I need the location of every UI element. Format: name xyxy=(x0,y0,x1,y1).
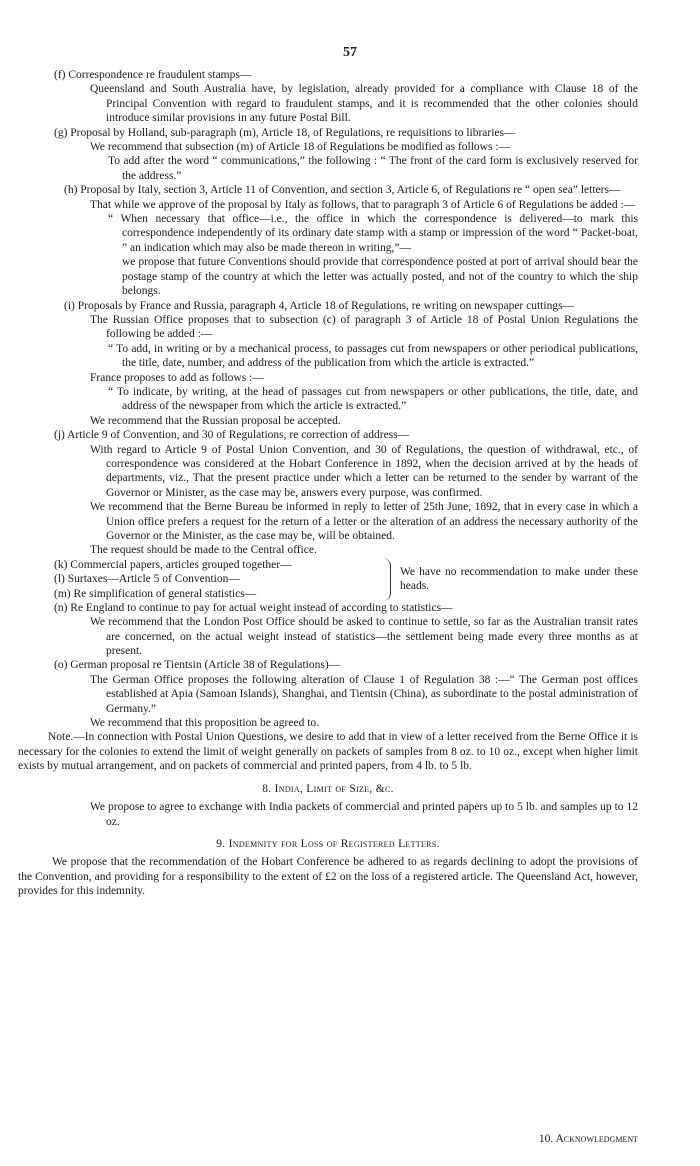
catchword: 10. Acknowledgment xyxy=(538,1133,638,1145)
section-l-heading: (l) Surtaxes—Article 5 of Convention— xyxy=(54,573,240,586)
page-body xyxy=(18,68,638,899)
note-paragraph: Note.—In connection with Postal Union Questions, we desire to add that in view of a letter received from the Berne Office it is necessary for the colonies to extend the limit of weight generally on packets of samples from 8 oz. to 10 oz., except when higher limit exists by mutual arrangement, and on packets of commercial and printed papers, from 4 lb. to 5 lb. xyxy=(18,731,638,773)
sections-k-l-m xyxy=(18,558,638,601)
page-number: 57 xyxy=(343,45,357,60)
section-8-body: We propose to agree to exchange with India packets of commercial and printed papers up to 5 lb. and samples up to 12 oz. xyxy=(90,801,638,828)
section-n-heading: (n) Re England to continue to pay for actual weight instead of according to statistics— xyxy=(54,601,453,614)
section-j-body-3: The request should be made to the Central office. xyxy=(90,544,317,557)
section-f-body: Queensland and South Australia have, by legislation, already provided for a compliance with Clause 18 of the Principal Convention with regard to fraudulent stamps, and it is recommended that the other colonies should introduce similar provisions in any future Postal Bill. xyxy=(90,83,638,125)
section-i-heading: (i) Proposals by France and Russia, paragraph 4, Article 18 of Regulations, re writing on newspaper cuttings— xyxy=(64,299,575,312)
section-o-body-1: The German Office proposes the following alteration of Clause 1 of Regulation 38 :—“ The German post offices established at Apia (Samoan Islands), Shanghai, and Tientsin (China), as subordinate to the postal administration of Germany.” xyxy=(90,673,638,715)
section-f-heading: (f) Correspondence re fraudulent stamps— xyxy=(54,69,252,81)
section-j-body-1: With regard to Article 9 of Postal Union Convention, and 30 of Regulations, the question of withdrawal, etc., of correspondence was considered at the Hobart Conference in 1892, when the decision arrived at by the heads of departments, viz., That the present practice under which a letter can be returned to the sender by warrant of the Governor or Minister, as the case may be, answers every purpose, was confirmed. xyxy=(90,443,638,499)
section-8-heading: 8. India, Limit of Size, &c. xyxy=(262,782,394,795)
grouped-recommendation: We have no recommendation to make under these heads. xyxy=(400,565,638,593)
section-h-quote: “ When necessary that office—i.e., the office in which the correspondence is delivered—to mark this correspondence independently of its ordinary date stamp with a stamp or impression of the word “ Packet-boat, ” an indication which may also be made thereon in writing,”— xyxy=(108,213,638,254)
section-j-heading: (j) Article 9 of Convention, and 30 of Regulations, re correction of address— xyxy=(54,429,410,442)
section-o-body-2: We recommend that this proposition be agreed to. xyxy=(90,717,320,730)
section-h-quote-continued: we propose that future Conventions should provide that correspondence posted at port of arrival should bear the postage stamp of the country at which the letter was actually posted, and not of the country to which the ship belongs. xyxy=(122,256,638,298)
section-g-heading: (g) Proposal by Holland, sub-paragraph (m), Article 18, of Regulations, re requisitions to libraries— xyxy=(54,126,516,139)
section-m-heading: (m) Re simplification of general statistics— xyxy=(54,587,257,600)
section-i-recommendation: We recommend that the Russian proposal be accepted. xyxy=(90,414,341,427)
section-9-body: We propose that the recommendation of the Hobart Conference be adhered to as regards declining to adopt the provisions of the Convention, and providing for a responsibility to the extent of £2 on the loss of a registered article. The Queensland Act, however, provides for this indemnity. xyxy=(18,856,638,898)
section-i-france-quote: “ To indicate, by writing, at the head of passages cut from newspapers or other publications, the title, date, and address of the newspaper from which the article is extracted.” xyxy=(108,385,638,413)
section-9-heading: 9. Indemnity for Loss of Registered Letters. xyxy=(216,837,440,850)
section-i-france-proposal: France proposes to add as follows :— xyxy=(90,371,264,384)
section-j-body-2: We recommend that the Berne Bureau be informed in reply to letter of 25th June, 1892, that in every case in which a Union office prefers a request for the return of a letter or the alteration of an address the necessary authority of the Governor or the Minister, as the case may be, will be obtained. xyxy=(90,501,638,542)
section-g-body: We recommend that subsection (m) of Article 18 of Regulations be modified as follows :— xyxy=(90,141,511,154)
section-h-body: That while we approve of the proposal by Italy as follows, that to paragraph 3 of Article 6 of Regulations be added :— xyxy=(90,198,636,211)
grouping-brace xyxy=(378,558,391,601)
section-n-body: We recommend that the London Post Office should be asked to continue to settle, so far as the Australian transit rates are concerned, on the actual weight instead of statistics—the settlement being made every three months as at present. xyxy=(90,616,638,658)
section-h-heading: (h) Proposal by Italy, section 3, Article 11 of Convention, and section 3, Article 6, of Regulations re “ open sea” letters— xyxy=(64,184,621,197)
section-i-russian-proposal: The Russian Office proposes that to subsection (c) of paragraph 3 of Article 18 of Postal Union Regulations the following be added :— xyxy=(90,313,638,341)
section-k-heading: (k) Commercial papers, articles grouped together— xyxy=(54,558,292,571)
section-g-quote: To add after the word “ communications,” the following : “ The front of the card form is exclusively reserved for the address.” xyxy=(108,155,638,182)
section-o-heading: (o) German proposal re Tientsin (Article 38 of Regulations)— xyxy=(54,659,341,672)
section-i-russian-quote: “ To add, in writing or by a mechanical process, to passages cut from newspapers or other periodical publications, the title, date, number, and address of the publication from which the article is extracted.” xyxy=(108,342,638,370)
